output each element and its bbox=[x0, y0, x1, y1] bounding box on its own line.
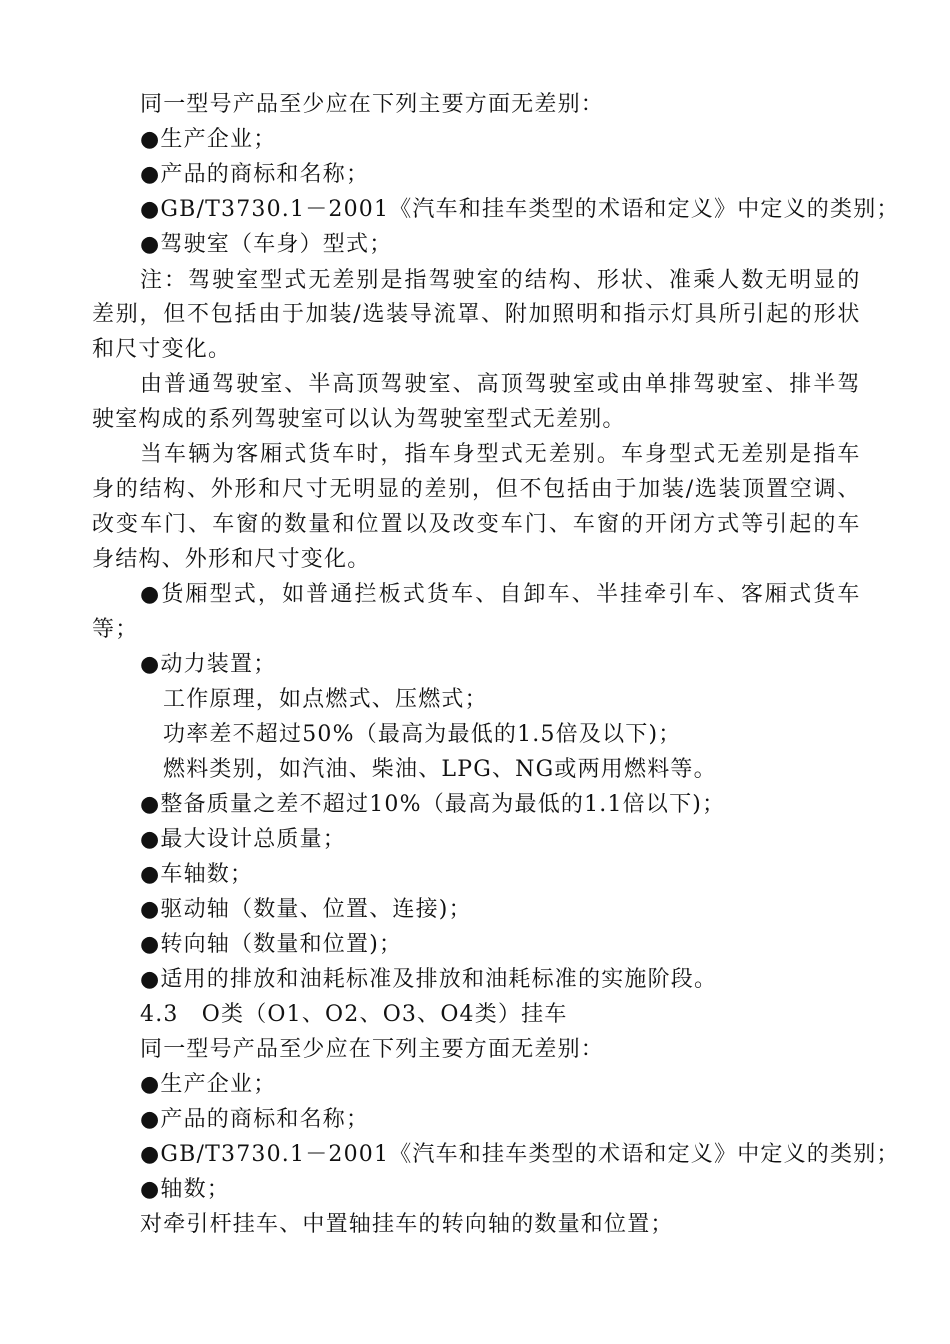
bullet-item: ●驾驶室（车身）型式； bbox=[140, 232, 393, 257]
paragraph-line: 身的结构、外形和尺寸无明显的差别，但不包括由于加装/选装顶置空调、 bbox=[92, 477, 860, 502]
bullet-item: ●GB/T3730.1－2001《汽车和挂车类型的术语和定义》中定义的类别； bbox=[140, 197, 900, 222]
paragraph-line: 等； bbox=[92, 617, 139, 642]
bullet-item: ●生产企业； bbox=[140, 127, 277, 152]
paragraph-line: 同一型号产品至少应在下列主要方面无差别： bbox=[140, 1037, 605, 1062]
bullet-item: ●转向轴（数量和位置)； bbox=[140, 932, 403, 957]
bullet-item: ●适用的排放和油耗标准及排放和油耗标准的实施阶段。 bbox=[140, 967, 718, 992]
paragraph-line: 当车辆为客厢式货车时，指车身型式无差别。车身型式无差别是指车 bbox=[140, 442, 860, 467]
paragraph-line: 对牵引杆挂车、中置轴挂车的转向轴的数量和位置； bbox=[140, 1212, 674, 1237]
paragraph-line: 改变车门、车窗的数量和位置以及改变车门、车窗的开闭方式等引起的车 bbox=[92, 512, 860, 537]
paragraph-line: 驶室构成的系列驾驶室可以认为驾驶室型式无差别。 bbox=[92, 407, 626, 432]
note-line: 注：驾驶室型式无差别是指驾驶室的结构、形状、准乘人数无明显的 bbox=[140, 268, 860, 293]
paragraph-line: 和尺寸变化。 bbox=[92, 337, 232, 362]
paragraph-line: 差别，但不包括由于加装/选装导流罩、附加照明和指示灯具所引起的形状 bbox=[92, 302, 860, 327]
bullet-item: ●生产企业； bbox=[140, 1072, 277, 1097]
bullet-item: ●货厢型式，如普通拦板式货车、自卸车、半挂牵引车、客厢式货车 bbox=[140, 582, 860, 607]
bullet-item: ●车轴数； bbox=[140, 862, 254, 887]
sub-item: 工作原理，如点燃式、压燃式； bbox=[163, 687, 488, 712]
sub-item: 功率差不超过50%（最高为最低的1.5倍及以下)； bbox=[163, 722, 682, 747]
bullet-item: ●整备质量之差不超过10%（最高为最低的1.1倍以下)； bbox=[140, 792, 726, 817]
paragraph-line: 同一型号产品至少应在下列主要方面无差别： bbox=[140, 92, 605, 117]
section-heading: 4.3 O类（O1、O2、O3、O4类）挂车 bbox=[140, 1002, 568, 1027]
bullet-item: ●GB/T3730.1－2001《汽车和挂车类型的术语和定义》中定义的类别； bbox=[140, 1142, 900, 1167]
sub-item: 燃料类别，如汽油、柴油、LPG、NG或两用燃料等。 bbox=[163, 757, 717, 782]
bullet-item: ●最大设计总质量； bbox=[140, 827, 346, 852]
bullet-item: ●轴数； bbox=[140, 1177, 230, 1202]
bullet-item: ●产品的商标和名称； bbox=[140, 162, 370, 187]
paragraph-line: 身结构、外形和尺寸变化。 bbox=[92, 547, 371, 572]
paragraph-line: 由普通驾驶室、半高顶驾驶室、高顶驾驶室或由单排驾驶室、排半驾 bbox=[140, 372, 860, 397]
bullet-item: ●驱动轴（数量、位置、连接)； bbox=[140, 897, 472, 922]
bullet-item: ●动力装置； bbox=[140, 652, 277, 677]
bullet-item: ●产品的商标和名称； bbox=[140, 1107, 370, 1132]
